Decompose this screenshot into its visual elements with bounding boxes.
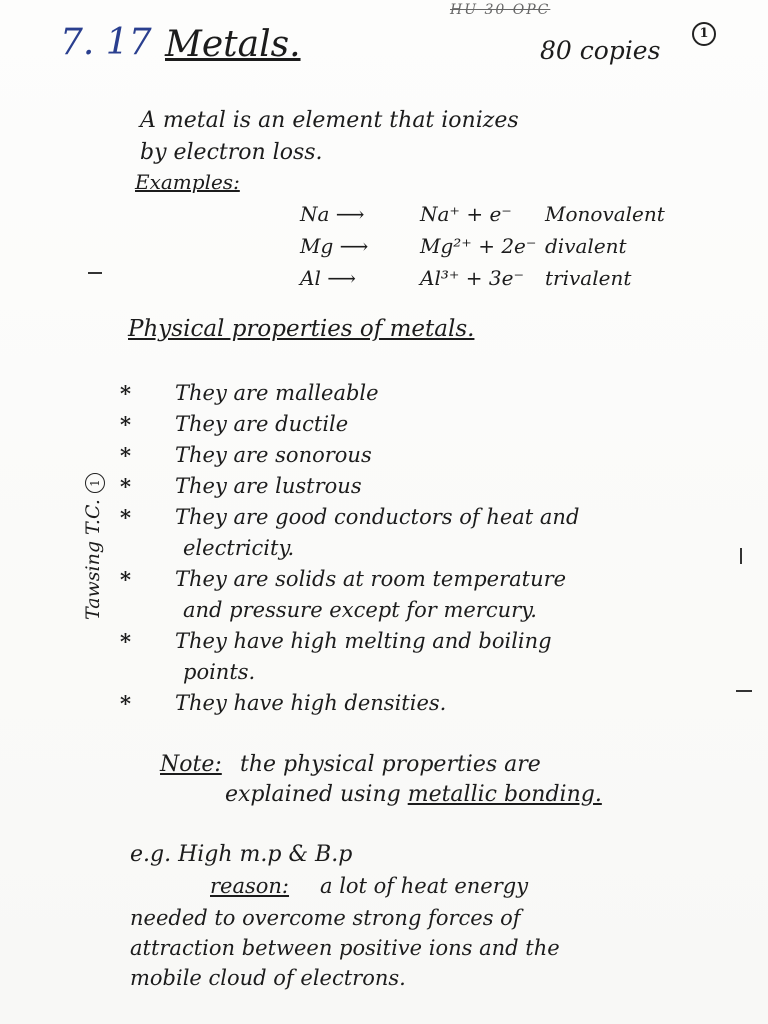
product: Na⁺ + e⁻ (420, 202, 512, 226)
asterisk-bullet-icon: * (120, 629, 131, 654)
asterisk-bullet-icon: * (120, 381, 131, 406)
product: Mg²⁺ + 2e⁻ (420, 234, 537, 258)
asterisk-bullet-icon: * (120, 505, 131, 530)
reason-line-1: a lot of heat energy (320, 874, 529, 898)
item-text: They are lustrous (175, 474, 362, 498)
item-text: They are sonorous (175, 443, 372, 467)
product: Al³⁺ + 3e⁻ (420, 266, 525, 290)
equation-row (300, 230, 695, 262)
reason-line-3: attraction between positive ions and the (130, 936, 560, 960)
list-item (120, 440, 740, 471)
examples-label: Examples: (135, 170, 240, 194)
stray-mark (736, 690, 752, 692)
reactant: Mg ⟶ (300, 234, 369, 258)
metallic-bonding-emphasis: metallic bonding. (407, 782, 602, 807)
scribbled-note: HU 30 OPC (450, 2, 551, 18)
valency: Monovalent (545, 202, 665, 226)
example-line: e.g. High m.p & B.p (130, 842, 353, 867)
asterisk-bullet-icon: * (120, 691, 131, 716)
valency: trivalent (545, 266, 632, 290)
note-label: Note: (160, 752, 222, 777)
reactant: Al ⟶ (300, 266, 356, 290)
reason-line-2: needed to overcome strong forces of (130, 906, 521, 930)
margin-note: Tawsing T.C. 1 (82, 473, 105, 620)
chapter-number: 7. 17 (60, 22, 152, 63)
reason-label: reason: (210, 874, 290, 898)
asterisk-bullet-icon: * (120, 412, 131, 437)
asterisk-bullet-icon: * (120, 567, 131, 592)
ionization-equations (300, 198, 695, 294)
section-heading: Physical properties of metals. (128, 316, 475, 342)
list-item (120, 626, 740, 688)
reason-line-4: mobile cloud of electrons. (130, 966, 406, 990)
definition-line-1: A metal is an element that ionizes (140, 108, 519, 133)
note-line-1: the physical properties are (240, 752, 541, 777)
stray-mark (740, 548, 742, 564)
equation-row (300, 198, 695, 230)
item-text: They have high densities. (175, 691, 447, 715)
item-text: They are solids at room temperature (175, 567, 567, 591)
properties-list (120, 378, 740, 719)
item-text: They have high melting and boiling (175, 629, 552, 653)
asterisk-bullet-icon: * (120, 443, 131, 468)
definition-line-2: by electron loss. (140, 140, 323, 165)
item-text-continued: points. (183, 660, 256, 684)
item-text-continued: electricity. (183, 536, 295, 560)
note-line-2: explained using metallic bonding. (225, 782, 602, 807)
list-item (120, 564, 740, 626)
circled-number: 1 (85, 473, 105, 493)
reactant: Na ⟶ (300, 202, 365, 226)
list-item (120, 502, 740, 564)
equation-row (300, 262, 695, 294)
list-item (120, 688, 740, 719)
page-title: Metals. (165, 24, 301, 65)
stray-mark (88, 272, 102, 274)
list-item (120, 471, 740, 502)
copies-note: 80 copies (540, 36, 661, 65)
item-text: They are good conductors of heat and (175, 505, 580, 529)
list-item (120, 378, 740, 409)
item-text: They are ductile (175, 412, 349, 436)
item-text-continued: and pressure except for mercury. (183, 598, 537, 622)
item-text: They are malleable (175, 381, 379, 405)
page-number: 1 (692, 22, 716, 46)
list-item (120, 409, 740, 440)
asterisk-bullet-icon: * (120, 474, 131, 499)
valency: divalent (545, 234, 627, 258)
